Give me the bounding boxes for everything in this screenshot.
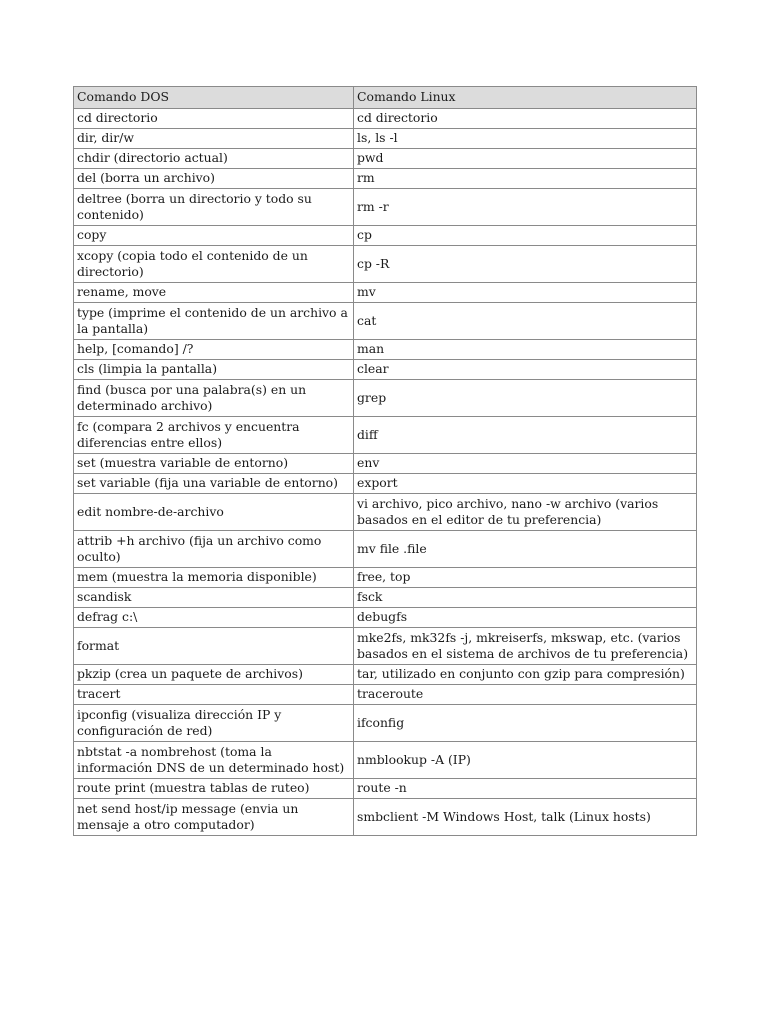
dos-command-cell: attrib +h archivo (fija un archivo como oculto) <box>74 531 354 568</box>
dos-command-cell: xcopy (copia todo el contenido de un directorio) <box>74 246 354 283</box>
dos-command-cell: format <box>74 628 354 665</box>
linux-command-cell: cp -R <box>354 246 697 283</box>
dos-command-cell: route print (muestra tablas de ruteo) <box>74 779 354 799</box>
linux-command-cell: nmblookup -A (IP) <box>354 742 697 779</box>
dos-command-cell: deltree (borra un directorio y todo su contenido) <box>74 189 354 226</box>
linux-command-cell: cp <box>354 226 697 246</box>
table-row <box>74 665 697 685</box>
linux-command-cell: route -n <box>354 779 697 799</box>
dos-command-cell: del (borra un archivo) <box>74 169 354 189</box>
table-row <box>74 246 697 283</box>
table-row <box>74 283 697 303</box>
linux-command-cell: vi archivo, pico archivo, nano -w archivo (varios basados en el editor de tu preferencia) <box>354 494 697 531</box>
linux-command-cell: free, top <box>354 568 697 588</box>
linux-command-cell: ifconfig <box>354 705 697 742</box>
header-dos-command: Comando DOS <box>74 87 354 109</box>
linux-command-cell: mke2fs, mk32fs -j, mkreiserfs, mkswap, etc. (varios basados en el sistema de archivos de tu preferencia) <box>354 628 697 665</box>
dos-command-cell: defrag c:\ <box>74 608 354 628</box>
dos-command-cell: ipconfig (visualiza dirección IP y configuración de red) <box>74 705 354 742</box>
dos-command-cell: net send host/ip message (envia un mensaje a otro computador) <box>74 799 354 836</box>
table-row <box>74 685 697 705</box>
table-row <box>74 189 697 226</box>
linux-command-cell: tar, utilizado en conjunto con gzip para compresión) <box>354 665 697 685</box>
dos-command-cell: nbtstat -a nombrehost (toma la información DNS de un determinado host) <box>74 742 354 779</box>
table-row <box>74 340 697 360</box>
linux-command-cell: smbclient -M Windows Host, talk (Linux hosts) <box>354 799 697 836</box>
linux-command-cell: mv <box>354 283 697 303</box>
linux-command-cell: mv file .file <box>354 531 697 568</box>
table-row <box>74 380 697 417</box>
table-row <box>74 568 697 588</box>
table-row <box>74 303 697 340</box>
linux-command-cell: cd directorio <box>354 109 697 129</box>
linux-command-cell: rm <box>354 169 697 189</box>
table-row <box>74 608 697 628</box>
table-row <box>74 226 697 246</box>
table-row <box>74 588 697 608</box>
dos-command-cell: chdir (directorio actual) <box>74 149 354 169</box>
dos-command-cell: edit nombre-de-archivo <box>74 494 354 531</box>
table-row <box>74 149 697 169</box>
table-row <box>74 494 697 531</box>
linux-command-cell: debugfs <box>354 608 697 628</box>
dos-command-cell: copy <box>74 226 354 246</box>
dos-command-cell: pkzip (crea un paquete de archivos) <box>74 665 354 685</box>
table-row <box>74 531 697 568</box>
dos-command-cell: set (muestra variable de entorno) <box>74 454 354 474</box>
dos-command-cell: find (busca por una palabra(s) en un determinado archivo) <box>74 380 354 417</box>
dos-command-cell: tracert <box>74 685 354 705</box>
dos-command-cell: mem (muestra la memoria disponible) <box>74 568 354 588</box>
table-row <box>74 109 697 129</box>
linux-command-cell: grep <box>354 380 697 417</box>
linux-command-cell: diff <box>354 417 697 454</box>
linux-command-cell: fsck <box>354 588 697 608</box>
table-row <box>74 799 697 836</box>
linux-command-cell: man <box>354 340 697 360</box>
linux-command-cell: export <box>354 474 697 494</box>
table-row <box>74 705 697 742</box>
dos-command-cell: set variable (fija una variable de entorno) <box>74 474 354 494</box>
command-comparison-table <box>73 86 697 836</box>
table-row <box>74 628 697 665</box>
linux-command-cell: env <box>354 454 697 474</box>
table-row <box>74 417 697 454</box>
table-row <box>74 129 697 149</box>
header-linux-command: Comando Linux <box>354 87 697 109</box>
table-row <box>74 360 697 380</box>
dos-command-cell: rename, move <box>74 283 354 303</box>
dos-command-cell: cls (limpia la pantalla) <box>74 360 354 380</box>
linux-command-cell: pwd <box>354 149 697 169</box>
linux-command-cell: traceroute <box>354 685 697 705</box>
table-row <box>74 474 697 494</box>
linux-command-cell: rm -r <box>354 189 697 226</box>
dos-command-cell: cd directorio <box>74 109 354 129</box>
table-row <box>74 779 697 799</box>
linux-command-cell: cat <box>354 303 697 340</box>
dos-command-cell: dir, dir/w <box>74 129 354 149</box>
linux-command-cell: ls, ls -l <box>354 129 697 149</box>
table-header-row <box>74 87 697 109</box>
linux-command-cell: clear <box>354 360 697 380</box>
dos-command-cell: help, [comando] /? <box>74 340 354 360</box>
table-row <box>74 169 697 189</box>
dos-command-cell: fc (compara 2 archivos y encuentra diferencias entre ellos) <box>74 417 354 454</box>
dos-command-cell: type (imprime el contenido de un archivo a la pantalla) <box>74 303 354 340</box>
dos-command-cell: scandisk <box>74 588 354 608</box>
table-row <box>74 454 697 474</box>
table-row <box>74 742 697 779</box>
